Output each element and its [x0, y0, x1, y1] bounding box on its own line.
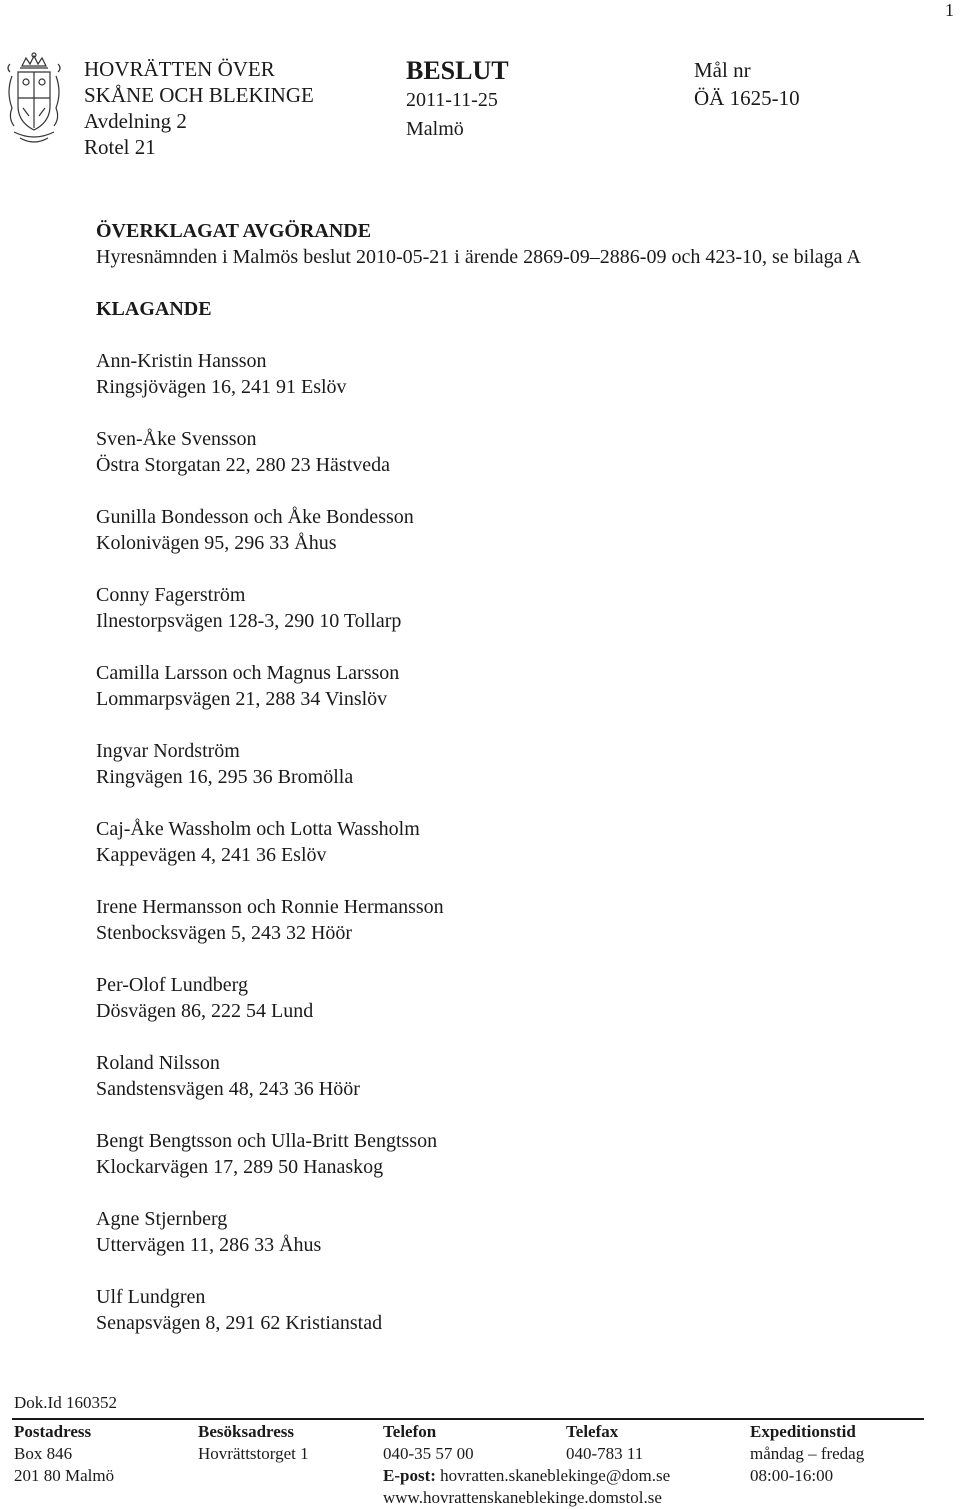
- footer-postal-line1: Box 846: [14, 1444, 73, 1463]
- decision-place: Malmö: [406, 118, 464, 140]
- document-id: Dok.Id 160352: [14, 1393, 117, 1412]
- footer-office-hours: [750, 1421, 864, 1487]
- court-name-line1: HOVRÄTTEN ÖVER: [84, 57, 275, 81]
- party-entry: [96, 738, 926, 790]
- party-name: Irene Hermansson och Ronnie Hermansson: [96, 896, 444, 918]
- party-address: Senapsvägen 8, 291 62 Kristianstad: [96, 1312, 383, 1334]
- footer-visiting-line1: Hovrättstorget 1: [198, 1444, 309, 1463]
- party-address: Sandstensvägen 48, 243 36 Höör: [96, 1078, 360, 1100]
- footer-fax-label: Telefax: [566, 1422, 619, 1441]
- party-name: Bengt Bengtsson och Ulla-Britt Bengtsson: [96, 1130, 438, 1152]
- decision-title: BESLUT: [406, 56, 509, 85]
- party-address: Stenbocksvägen 5, 243 32 Höör: [96, 922, 353, 944]
- footer-email-link[interactable]: hovratten.skaneblekinge@dom.se: [440, 1466, 671, 1485]
- footer-fax-value: 040-783 11: [566, 1444, 644, 1463]
- party-address: Klockarvägen 17, 289 50 Hanaskog: [96, 1156, 384, 1178]
- page-number: 1: [945, 0, 954, 20]
- appealed-decision-text: Hyresnämnden i Malmös beslut 2010-05-21 i ärende 2869-09–2886-09 och 423-10, se bilaga A: [96, 246, 861, 268]
- party-address: Kappevägen 4, 241 36 Eslöv: [96, 844, 327, 866]
- footer-postal-line2: 201 80 Malmö: [14, 1466, 115, 1485]
- party-name: Camilla Larsson och Magnus Larsson: [96, 662, 400, 684]
- party-address: Ilnestorpsvägen 128-3, 290 10 Tollarp: [96, 610, 402, 632]
- footer-phone-value: 040-35 57 00: [383, 1444, 474, 1463]
- party-entry: [96, 1128, 926, 1180]
- party-address: Lommarpsvägen 21, 288 34 Vinslöv: [96, 688, 388, 710]
- party-name: Per-Olof Lundberg: [96, 974, 248, 996]
- appellants-section: [96, 296, 926, 1336]
- appealed-decision-section: [96, 218, 926, 270]
- party-name: Ann-Kristin Hansson: [96, 350, 267, 372]
- footer-hours-time: 08:00-16:00: [750, 1466, 834, 1485]
- party-address: Östra Storgatan 22, 280 23 Hästveda: [96, 454, 391, 476]
- court-name-block: [84, 56, 314, 160]
- party-entry: [96, 972, 926, 1024]
- court-rotel: Rotel 21: [84, 135, 156, 159]
- party-name: Conny Fagerström: [96, 584, 246, 606]
- footer-website-link[interactable]: www.hovrattenskaneblekinge.domstol.se: [383, 1488, 662, 1507]
- party-name: Sven-Åke Svensson: [96, 428, 257, 450]
- party-entry: [96, 1050, 926, 1102]
- party-entry: [96, 582, 926, 634]
- party-entry: [96, 348, 926, 400]
- decision-date: 2011-11-25: [406, 89, 498, 111]
- party-entry: [96, 426, 926, 478]
- party-address: Kolonivägen 95, 296 33 Åhus: [96, 532, 337, 554]
- party-address: Ringsjövägen 16, 241 91 Eslöv: [96, 376, 347, 398]
- party-address: Ringvägen 16, 295 36 Bromölla: [96, 766, 354, 788]
- footer-postal-address: [14, 1421, 114, 1487]
- party-name: Roland Nilsson: [96, 1052, 220, 1074]
- party-entry: [96, 816, 926, 868]
- party-address: Uttervägen 11, 286 33 Åhus: [96, 1234, 322, 1256]
- party-name: Agne Stjernberg: [96, 1208, 228, 1230]
- party-entry: [96, 1284, 926, 1336]
- party-name: Ingvar Nordström: [96, 740, 240, 762]
- footer-divider: [12, 1418, 924, 1420]
- footer-fax: [566, 1421, 643, 1465]
- party-name: Gunilla Bondesson och Åke Bondesson: [96, 506, 414, 528]
- footer-visiting-address: [198, 1421, 309, 1465]
- case-number-block: [694, 56, 800, 112]
- court-division: Avdelning 2: [84, 109, 187, 133]
- footer-visiting-label: Besöksadress: [198, 1422, 295, 1441]
- case-number: ÖÄ 1625-10: [694, 86, 800, 110]
- party-entry: [96, 504, 926, 556]
- party-entry: [96, 894, 926, 946]
- document-body: [96, 218, 926, 1336]
- party-name: Ulf Lundgren: [96, 1286, 206, 1308]
- footer-email-label: E-post:: [383, 1466, 436, 1485]
- decision-block: [406, 56, 509, 144]
- party-name: Caj-Åke Wassholm och Lotta Wassholm: [96, 818, 420, 840]
- case-number-label: Mål nr: [694, 58, 751, 82]
- party-address: Dösvägen 86, 222 54 Lund: [96, 1000, 314, 1022]
- court-name-line2: SKÅNE OCH BLEKINGE: [84, 83, 314, 107]
- footer-postal-label: Postadress: [14, 1422, 92, 1441]
- appealed-decision-heading: ÖVERKLAGAT AVGÖRANDE: [96, 220, 372, 242]
- appellants-heading: KLAGANDE: [96, 298, 212, 320]
- footer-email-row: [383, 1465, 670, 1487]
- footer-hours-label: Expeditionstid: [750, 1422, 856, 1441]
- footer-hours-days: måndag – fredag: [750, 1444, 865, 1463]
- footer-phone-label: Telefon: [383, 1422, 437, 1441]
- coat-of-arms-emblem-icon: [4, 52, 64, 150]
- party-entry: [96, 660, 926, 712]
- party-entry: [96, 1206, 926, 1258]
